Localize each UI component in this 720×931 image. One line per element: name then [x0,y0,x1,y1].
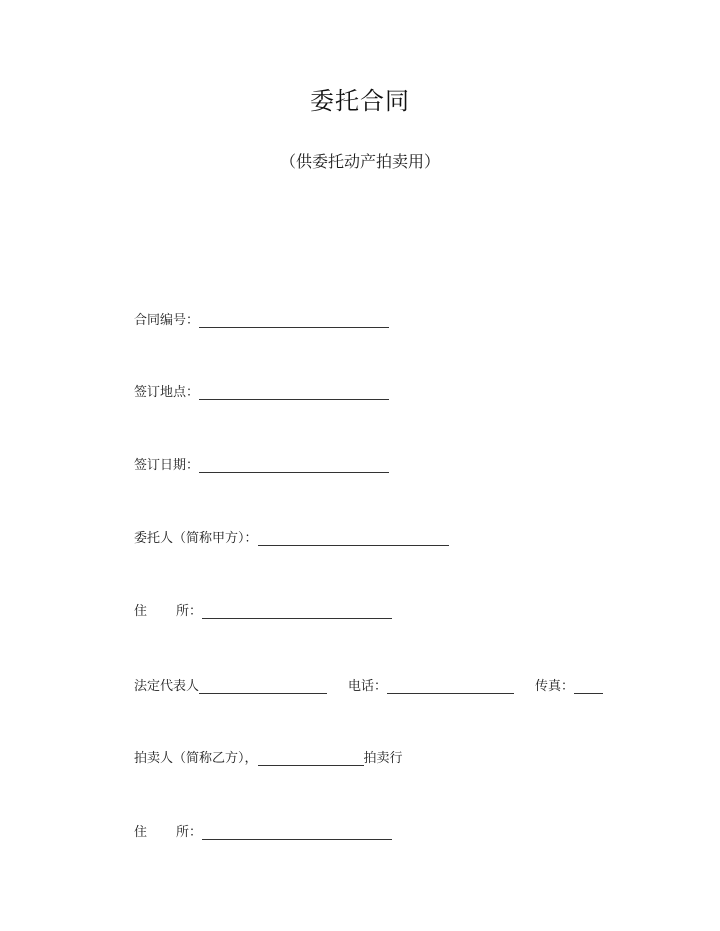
signing-place-input[interactable] [199,398,389,400]
consignor-label: 委托人（简称甲方）： [134,531,258,546]
auctioneer-address-label-char2: 所： [176,825,203,840]
legal-rep-label: 法定代表人 [134,679,200,694]
signing-place-label: 签订地点： [134,385,200,400]
signing-place-field [134,382,389,402]
fax-input[interactable] [574,692,603,694]
document-subtitle: （供委托动产拍卖用） [279,152,440,171]
consignor-address-field [134,601,392,621]
auctioneer-label: 拍卖人（简称乙方）， [134,751,258,766]
legal-rep-input[interactable] [199,692,327,694]
contract-number-field [134,310,389,330]
contract-number-label: 合同编号： [134,313,200,328]
consignor-address-input[interactable] [202,617,392,619]
auctioneer-address-input[interactable] [202,838,392,840]
phone-input[interactable] [387,692,514,694]
legal-representative-row [134,676,603,696]
signing-date-label: 签订日期： [134,458,200,473]
fax-label: 传真： [535,679,575,694]
signing-date-input[interactable] [199,471,389,473]
contract-number-input[interactable] [199,326,389,328]
auctioneer-address-field [134,822,392,842]
auctioneer-address-label-char1: 住 [134,825,148,840]
consignor-field [134,528,449,548]
signing-date-field [134,455,389,475]
auctioneer-suffix: 拍卖行 [363,751,403,766]
document-title: 委托合同 [310,87,410,115]
auctioneer-field [134,748,403,768]
consignor-address-label-char1: 住 [134,604,148,619]
consignor-address-label-char2: 所： [176,604,203,619]
consignor-input[interactable] [258,544,449,546]
phone-label: 电话： [348,679,388,694]
auctioneer-input[interactable] [258,764,364,766]
